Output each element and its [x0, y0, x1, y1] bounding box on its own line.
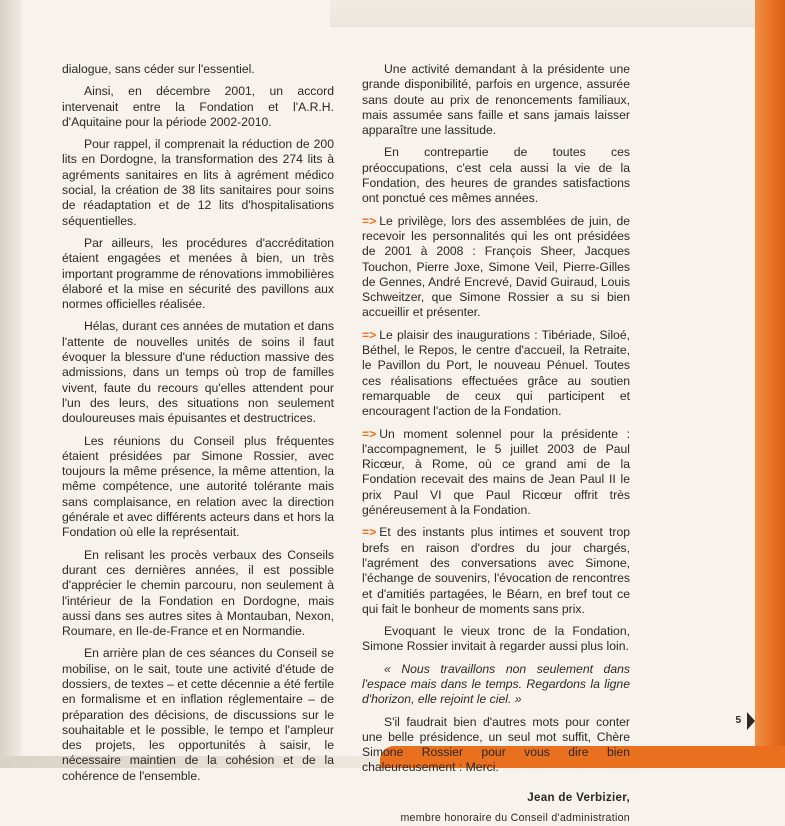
- paragraph: Une activité demandant à la présidente une grande disponibilité, parfois en urgence, assurée sans doute au prix de renoncements familiaux, mais assumée sans faille et sans jamais laisser apparaître une lassitude.: [362, 62, 630, 138]
- bullet-text: Le privilège, lors des assemblées de juin, de recevoir les personnalités qui les ont présidées de 2001 à 2008 : François Sheer, Jacques Touchon, Pierre Joxe, Simone Veil, Pierre-Gilles de Gennes, André Encrevé, David Guiraud, Louis Schweitzer, que Simone Rossier a su si bien accueillir et présenter.: [362, 213, 630, 320]
- bullet-text: Le plaisir des inaugurations : Tibériade, Siloé, Béthel, le Repos, le centre d'accueil, la Retraite, le Pavillon du Port, le nouveau Pénuel. Toutes ces réalisations effectuées grâce au soutien remarquable de ceux qui participent et encouragent l'action de la Fondation.: [362, 327, 630, 419]
- paragraph: En relisant les procès verbaux des Conseils durant ces dernières années, il est possible d'apprécier le chemin parcouru, non seulement à l'intérieur de la Fondation en Dordogne, mais aussi dans ses autres sites à Montauban, Nexon, Roumare, en Ile-de-France et en Normandie.: [62, 547, 334, 639]
- arrow-icon: =>: [362, 426, 377, 441]
- page-tab-marker: [747, 712, 755, 730]
- paragraph: En arrière plan de ces séances du Conseil se mobilise, on le sait, toute une activité d'étude de dossiers, de textes – et cette décennie a été fertile en formalisme et en inflation réglementaire – de préparation des décisions, de discussions sur le souhaitable et le possible, le tempo et l'ampleur des projets, les opportunités à saisir, le nécessaire maintien de la cohésion et de la cohérence de l'ensemble.: [62, 646, 334, 783]
- bullet-item: [362, 328, 630, 420]
- arrow-icon: =>: [362, 525, 377, 540]
- arrow-icon: =>: [362, 213, 377, 228]
- quote: « Nous travaillons non seulement dans l'espace mais dans le temps. Regardons la ligne d'horizon, elle rejoint le ciel. »: [362, 661, 630, 707]
- bullet-item: [362, 427, 630, 519]
- paragraph: Ainsi, en décembre 2001, un accord intervenait entre la Fondation et l'A.R.H. d'Aquitaine pour la période 2002-2010.: [62, 84, 334, 129]
- arrow-icon: =>: [362, 327, 377, 342]
- paragraph: Par ailleurs, les procédures d'accréditation étaient engagées et menées à bien, un très important programme de rénovations immobilières élaboré et la mise en sécurité des pavillons aux normes officielles réalisée.: [62, 235, 334, 312]
- paragraph: S'il faudrait bien d'autres mots pour conter une belle présidence, un seul mot suffit, Chère Simone Rossier pour vous dire bien chaleureusement : Merci.: [362, 714, 630, 775]
- bullet-item: [362, 214, 630, 321]
- signature-role: membre honoraire du Conseil d'administration: [400, 812, 630, 825]
- paragraph: Hélas, durant ces années de mutation et dans l'attente de nouvelles unités de soins il faut évoquer la blessure d'une réduction massive des admissions, dans un temps où trop de familles vivent, faute du recours qu'elles attendent pour l'un des leurs, des situations non seulement douloureuses mais épuisantes et destructrices.: [62, 319, 334, 426]
- top-edge-strip: [330, 0, 755, 27]
- bullet-text: Et des instants plus intimes et souvent trop brefs en raison d'ordres du jour chargés, l'agrément des conversations avec Simone, l'échange de souvenirs, l'évocation de rencontres et d'amitiés partagées, le Béarn, en bref tout ce qui fait le bonheur de moments sans prix.: [362, 525, 630, 616]
- paragraph: En contrepartie de toutes ces préoccupations, c'est cela aussi la vie de la Fondation, des heures de grandes satisfactions ont ponctué ces mêmes années.: [362, 145, 630, 206]
- signature-name: Jean de Verbizier,: [527, 790, 630, 804]
- right-column: [362, 62, 630, 826]
- page-number: 5: [735, 715, 741, 726]
- paragraph: Les réunions du Conseil plus fréquentes étaient présidées par Simone Rossier, avec toujours la même présence, la même attention, la même compétence, une autorité tolérante mais sans complaisance, en relation avec la direction générale et avec différents acteurs dans et hors la Fondation où elle la représentait.: [62, 433, 334, 540]
- binding-gutter: [0, 0, 22, 768]
- bullet-item: [362, 525, 630, 617]
- bullet-text: Un moment solennel pour la présidente : l'accompagnement, le 5 juillet 2003 de Paul Ricœur, à Rome, où ce grand ami de la Fondation recevait des mains de Jean Paul II le prix Paul VI que Paul Ricœur offrit très généreusement à la Fondation.: [362, 426, 630, 518]
- orange-edge-band: [755, 0, 785, 768]
- paragraph: Evoquant le vieux tronc de la Fondation, Simone Rossier invitait à regarder aussi plus loin.: [362, 624, 630, 654]
- paragraph: dialogue, sans céder sur l'essentiel.: [62, 62, 255, 76]
- left-column: [62, 62, 334, 791]
- paragraph: Pour rappel, il comprenait la réduction de 200 lits en Dordogne, la transformation des 274 lits à agréments sanitaires en lits à agrément médico social, la création de 38 lits sanitaires pour soins de réadaptation et de 12 lits d'hospitalisations séquentielles.: [62, 137, 334, 228]
